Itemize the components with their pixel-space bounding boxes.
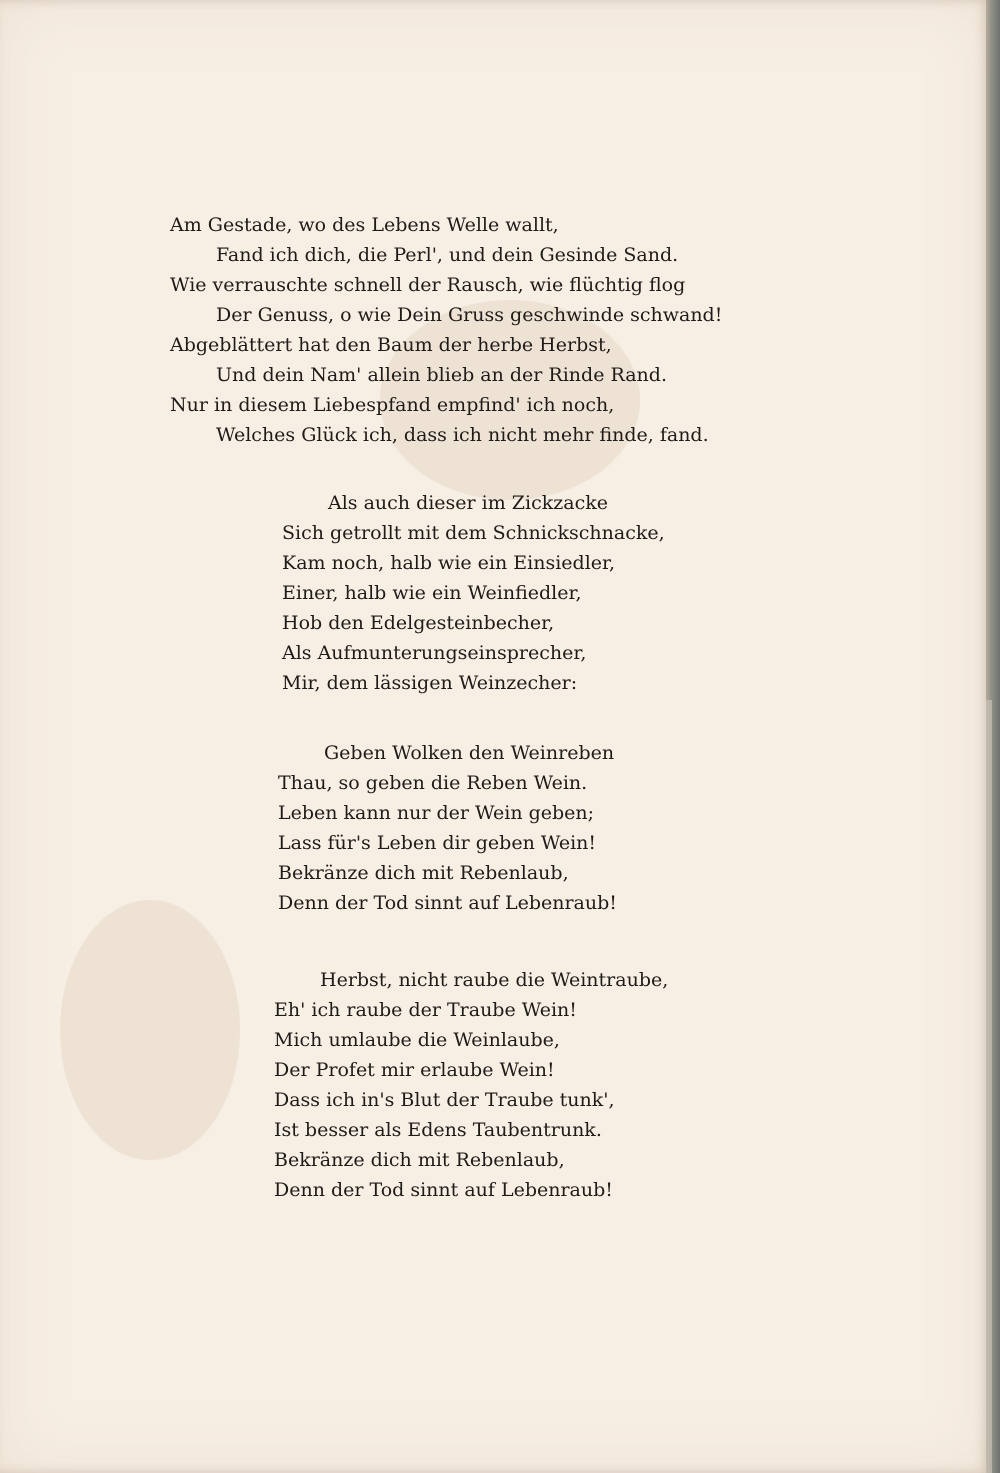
stanza-1 — [170, 210, 722, 450]
stanza-3 — [278, 738, 617, 918]
verse-line: Herbst, nicht raube die Weintraube, — [320, 969, 669, 991]
verse-line: Als auch dieser im Zickzacke — [328, 492, 608, 514]
book-edge-highlight — [986, 700, 992, 1473]
verse-line: Hob den Edelgesteinbecher, — [282, 612, 555, 634]
verse-line: Kam noch, halb wie ein Einsiedler, — [282, 552, 616, 574]
stanza-2 — [282, 488, 665, 698]
verse-line: Sich getrollt mit dem Schnickschnacke, — [282, 522, 665, 544]
verse-line: Abgeblättert hat den Baum der herbe Herbst, — [170, 334, 612, 356]
verse-line: Lass für's Leben dir geben Wein! — [278, 832, 597, 854]
verse-line: Am Gestade, wo des Lebens Welle wallt, — [170, 214, 559, 236]
verse-line: Denn der Tod sinnt auf Lebenraub! — [278, 892, 617, 914]
verse-line: Geben Wolken den Weinreben — [324, 742, 615, 764]
verse-line: Bekränze dich mit Rebenlaub, — [278, 862, 569, 884]
verse-line: Der Profet mir erlaube Wein! — [274, 1059, 555, 1081]
verse-line: Fand ich dich, die Perl', und dein Gesinde Sand. — [216, 244, 679, 266]
verse-line: Dass ich in's Blut der Traube tunk', — [274, 1089, 615, 1111]
verse-line: Welches Glück ich, dass ich nicht mehr finde, fand. — [216, 424, 709, 446]
verse-line: Leben kann nur der Wein geben; — [278, 802, 595, 824]
verse-line: Wie verrauschte schnell der Rausch, wie flüchtig flog — [170, 274, 686, 296]
verse-line: Als Aufmunterungseinsprecher, — [282, 642, 587, 664]
paper-stain — [60, 900, 240, 1160]
verse-line: Mir, dem lässigen Weinzecher: — [282, 672, 578, 694]
verse-line: Mich umlaube die Weinlaube, — [274, 1029, 560, 1051]
verse-line: Bekränze dich mit Rebenlaub, — [274, 1149, 565, 1171]
verse-line: Thau, so geben die Reben Wein. — [278, 772, 588, 794]
verse-line: Nur in diesem Liebespfand empfind' ich noch, — [170, 394, 615, 416]
verse-line: Denn der Tod sinnt auf Lebenraub! — [274, 1179, 613, 1201]
verse-line: Der Genuss, o wie Dein Gruss geschwinde schwand! — [216, 304, 723, 326]
stanza-4 — [274, 965, 668, 1205]
verse-line: Und dein Nam' allein blieb an der Rinde Rand. — [216, 364, 667, 386]
verse-line: Ist besser als Edens Taubentrunk. — [274, 1119, 602, 1141]
verse-line: Einer, halb wie ein Weinfiedler, — [282, 582, 582, 604]
verse-line: Eh' ich raube der Traube Wein! — [274, 999, 577, 1021]
